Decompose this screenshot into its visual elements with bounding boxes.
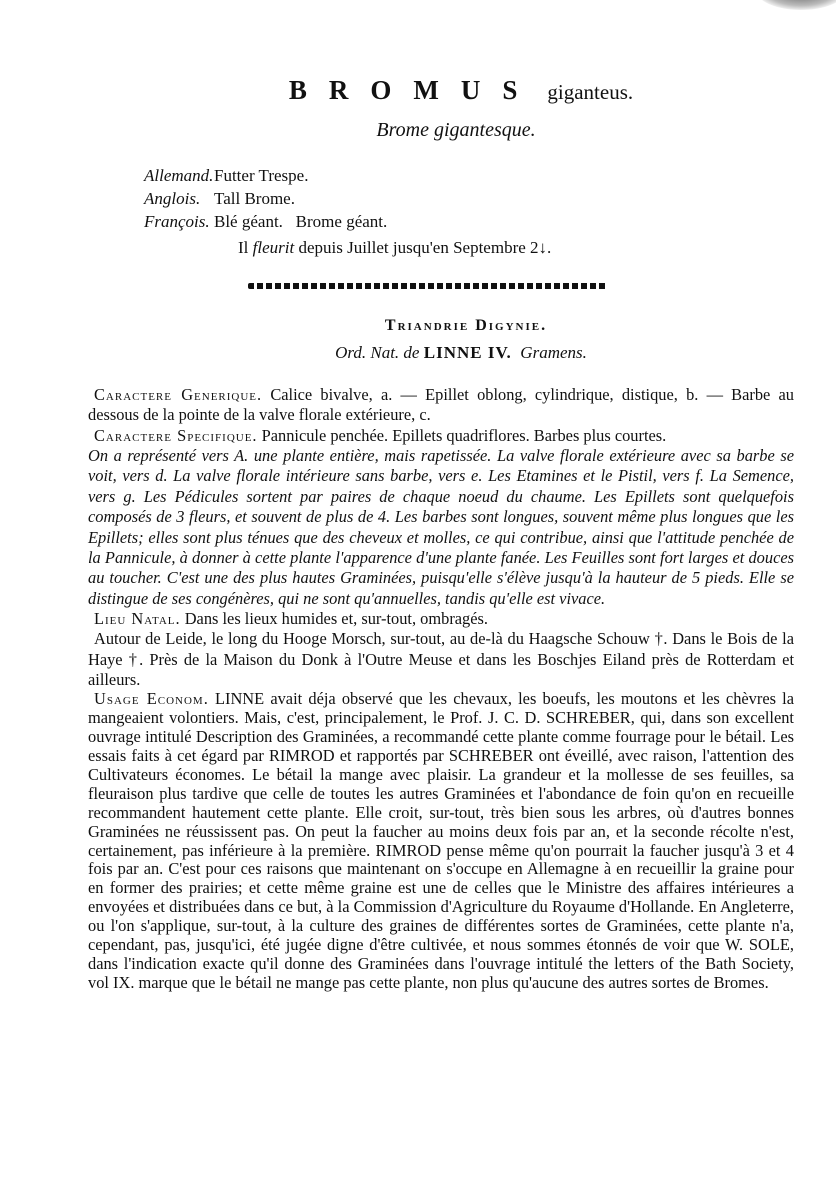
section-text: Dans les lieux humides et, sur-tout, ombragés. (180, 609, 489, 629)
specific-character (88, 426, 794, 446)
section-label: Caractere Specifique. (94, 425, 258, 445)
name-row (144, 210, 794, 233)
localities: Autour de Leide, le long du Hooge Morsch, sur-tout, au de-là du Haagsche Schouw †. Dans le Bois de la Haye †. Près de la Maison du Donk à l'Outre Meuse et dans les Boschjes Eiland près de Rotterdam et ailleurs. (88, 629, 794, 690)
section-label: Usage Econom. (94, 689, 209, 709)
common-name: Futter Trespe. (214, 166, 309, 185)
common-names (144, 164, 794, 233)
section-text: LINNE avait déja observé que les chevaux, les boeufs, les moutons et les chèvres la mangeaient volontiers. Mais, c'est, principalement, le Prof. J. C. D. SCHREBER, qui, dans son excellent ouvrage intitulé Description des Graminées, a recommandé cette plante comme fourrage pour le bétail. Les essais faits à cet égard par RIMROD et rapportés par SCHREBER ont éveillé, avec raison, l'attention des Cultivateurs économes. Le bétail la mange avec plaisir. La grandeur et la mollesse de ses feuilles, sa fleuraison plus tardive que celle de toutes les autres Graminées et l'abondance de foin qu'on en recueille recommandent hautement cette plante. Elle croit, sur-tout, très bien sous les arbres, où d'autres bonnes Graminées ne réussissent pas. On peut la faucher au moins deux fois par an, et la seconde récolte n'est, certainement, pas inférieure à la première. RIMROD pense même qu'on pourrait la faucher jusqu'à 3 et 4 fois par an. C'est pour ces raisons que maintenant on s'occupe en Allemagne à en recueillir la graine pour en former des prairies; et cette même graine est une de celles que le Ministre des affaires intérieures a envoyées et distribuées dans ce but, à la Commission d'Agriculture du Royaume d'Hollande. En Angleterre, ou l'on s'applique, sur-tout, à la culture des graines de différentes sortes de Graminées, cette plante n'a, cependant, pas, jusqu'ici, été jugée digne d'être cultivée, et nous sommes étonnés de voir que W. SOLE, dans l'indication exacte qu'il donne des Graminées dans l'ouvrage intitulé the letters of the Bath Society, vol IX. marque que le bétail ne mange pas cette plante, non plus qu'aucune des autres sortes de Bromes. (88, 689, 794, 992)
flowering-word: fleurit (252, 238, 295, 257)
flowering-period (238, 235, 794, 261)
common-name: Blé géant. Brome géant. (214, 212, 388, 231)
language-label: Anglois. (144, 189, 201, 208)
genus-name: BROMUS (288, 75, 540, 105)
decorative-rule (248, 283, 608, 289)
page-title (128, 70, 794, 112)
body-text (88, 385, 794, 993)
flowering-months: depuis Juillet jusqu'en Septembre 2↓. (294, 238, 552, 257)
generic-character (88, 385, 794, 426)
section-label: Caractere Generique. (94, 385, 263, 404)
economic-use (88, 690, 794, 993)
species-name: giganteus. (547, 80, 634, 104)
natural-order (128, 343, 794, 363)
language-label: François. (144, 212, 210, 231)
plate-description: On a représenté vers A. une plante entière, mais rapetissée. La valve florale extérieure avec sa barbe se voit, vers d. La valve florale intérieure sans barbe, vers e. Les Etamines et le Pistil, vers f. La Semence, vers g. Les Pédicules sortent par paires de chaque noeud du chaume. Les Epillets sont quelquefois composés de 3 fleurs, et souvent de plus de 4. Les barbes sont longues, souvent même plus longues que les Epillets; elles sont plus ténues que des cheveux et molles, ce qui contribue, ainsi que l'attitude penchée de la Pannicule, à donner à cette plante l'apparence d'une plante fanée. Les Feuilles sont fort larges et douces au toucher. C'est une des plus hautes Graminées, puisqu'elle s'élève jusqu'à la hauteur de 5 pieds. Elle se distingue de ses congénères, qui ne sont qu'annuelles, tandis qu'elle est vivace. (88, 445, 794, 608)
section-text: Pannicule penchée. Epillets quadriflores. Barbes plus courtes. (257, 425, 667, 445)
order-prefix: Ord. Nat. de (335, 343, 424, 362)
document-page (88, 70, 794, 993)
flowering-text: Il (238, 238, 253, 257)
name-row (144, 187, 794, 210)
name-row (144, 164, 794, 187)
language-label: Allemand. (144, 166, 214, 185)
french-title: Brome gigantesque. (376, 119, 536, 141)
order-linne: LINNE IV. (423, 343, 512, 362)
classification-heading: Triandrie Digynie. (384, 317, 548, 334)
scan-corner-shadow (756, 0, 836, 10)
native-habitat (88, 609, 794, 629)
section-text: Calice bivalve, a. — Epillet oblong, cylindrique, distique, b. — Barbe au dessous de la pointe de la valve florale extérieure, c. (88, 385, 794, 425)
common-name: Tall Brome. (214, 189, 295, 208)
order-family: Gramens. (511, 343, 587, 362)
section-label: Lieu Natal. (94, 609, 181, 629)
